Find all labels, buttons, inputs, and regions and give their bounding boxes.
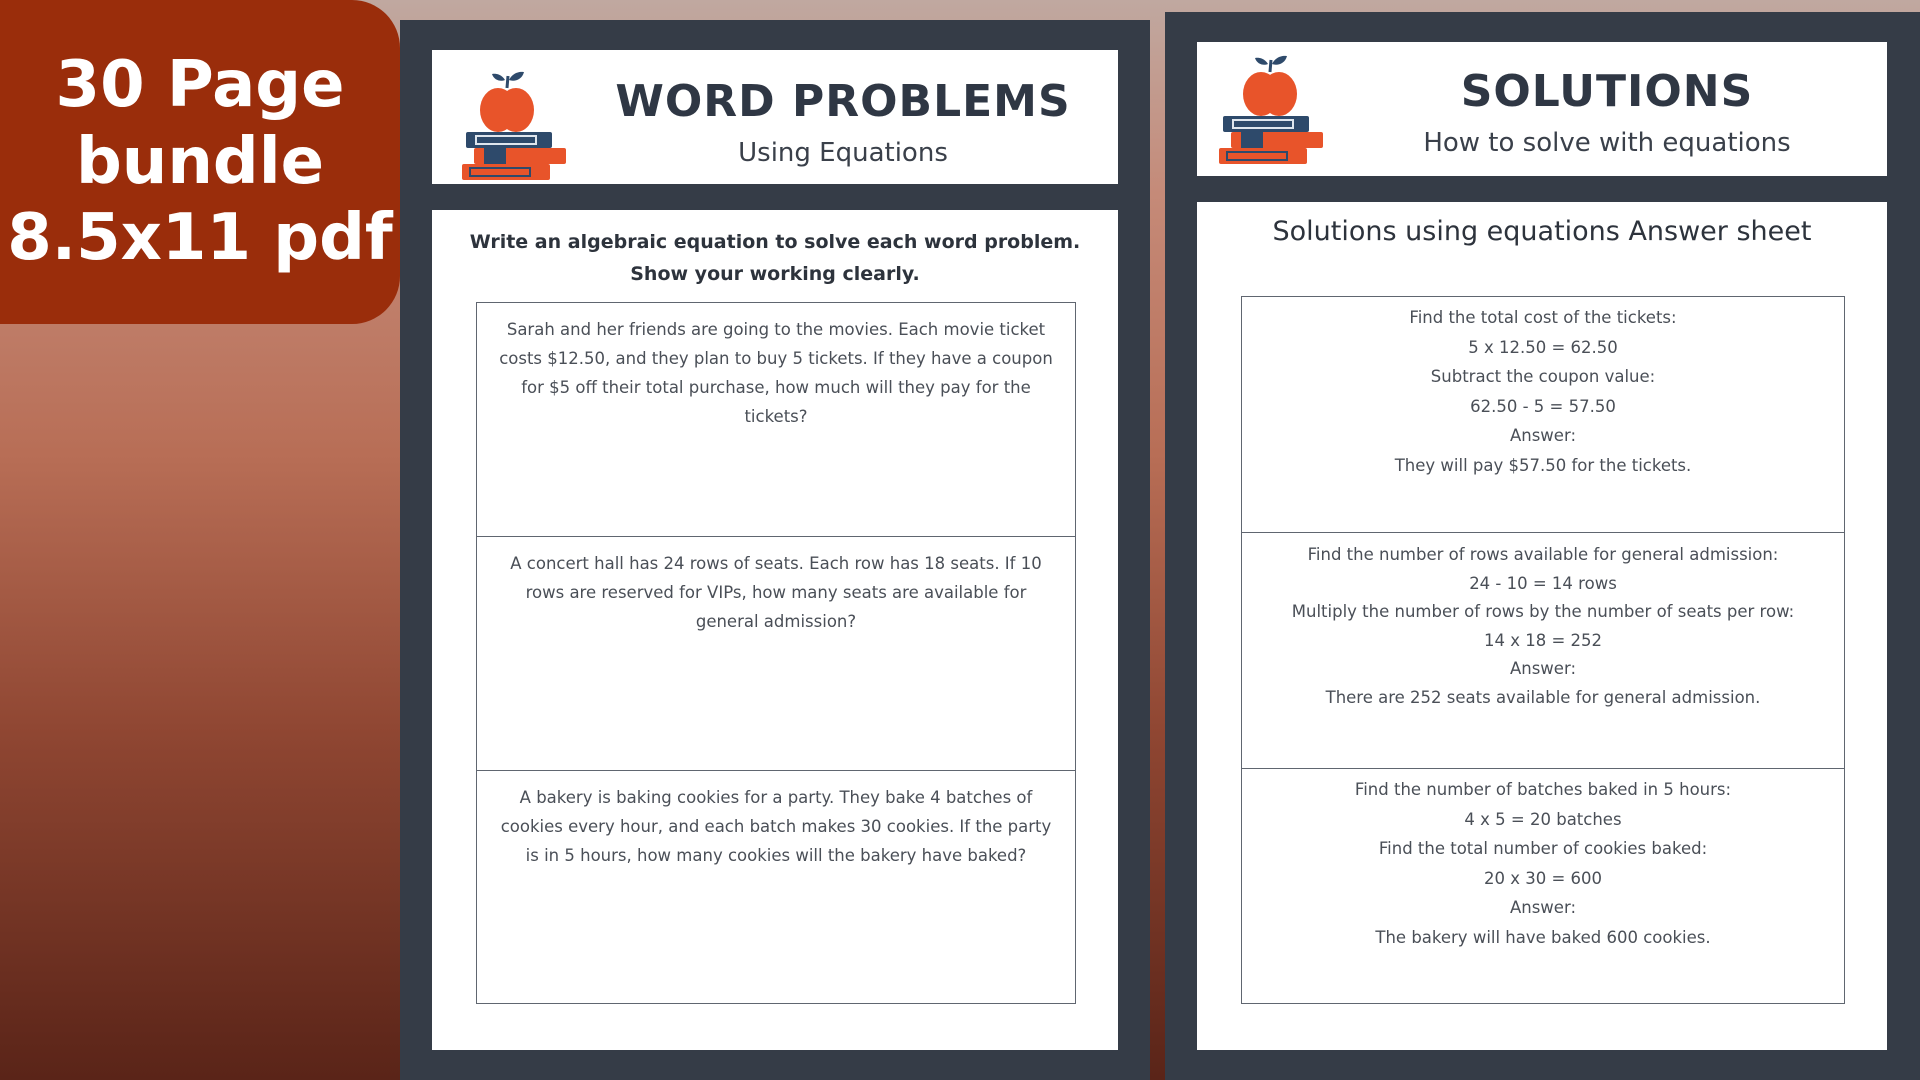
answer-line: 14 x 18 = 252 <box>1483 630 1603 650</box>
bundle-badge <box>0 0 400 324</box>
worksheet-body <box>432 210 1118 1050</box>
answer-line: Subtract the coupon value: <box>1430 367 1656 386</box>
worksheet-header <box>432 50 1118 184</box>
answer-line: 62.50 - 5 = 57.50 <box>1470 396 1616 416</box>
worksheet-title: WORD PROBLEMS <box>615 76 1071 127</box>
answer-line: The bakery will have baked 600 cookies. <box>1375 927 1711 947</box>
answer-line: 4 x 5 = 20 batches <box>1464 809 1622 829</box>
problem-boxes <box>476 302 1076 1004</box>
badge-line-1: 30 Page <box>55 47 345 122</box>
instructions-line-2: Show your working clearly. <box>630 263 920 285</box>
solutions-body <box>1197 202 1887 1050</box>
problem-box: A bakery is baking cookies for a party. They bake 4 batches of cookies every hour, and each batch makes 30 cookies. If the party is in 5 hours, how many cookies will the bakery have baked? <box>500 788 1052 865</box>
problem-box: A concert hall has 24 rows of seats. Each row has 18 seats. If 10 rows are reserved for VIPs, how many seats are available for general admission? <box>477 537 1075 771</box>
answer-line: Find the number of rows available for general admission: <box>1307 545 1779 564</box>
apple-books-icon <box>460 66 572 184</box>
answer-sheet-title: Solutions using equations Answer sheet <box>1272 216 1812 247</box>
answer-line: They will pay $57.50 for the tickets. <box>1394 455 1692 475</box>
apple-books-icon <box>1217 50 1329 168</box>
instructions <box>432 226 1118 290</box>
answer-box <box>1242 297 1844 533</box>
badge-line-3: 8.5x11 pdf <box>7 201 393 276</box>
solutions-subtitle: How to solve with equations <box>1423 128 1791 158</box>
answer-box <box>1242 769 1844 1005</box>
solutions-title: SOLUTIONS <box>1460 66 1754 117</box>
instructions-line-1: Write an algebraic equation to solve each word problem. <box>469 231 1081 253</box>
solutions-page <box>1165 12 1920 1080</box>
answer-line: Answer: <box>1509 898 1577 917</box>
worksheet-page <box>400 20 1150 1080</box>
answer-line: 24 - 10 = 14 rows <box>1469 573 1617 593</box>
answer-boxes <box>1241 296 1845 1004</box>
worksheet-subtitle: Using Equations <box>738 138 948 168</box>
answer-line: Multiply the number of rows by the number of seats per row: <box>1291 602 1795 621</box>
answer-line: Answer: <box>1509 659 1577 678</box>
answer-box <box>1242 533 1844 769</box>
answer-line: Find the number of batches baked in 5 hours: <box>1354 780 1732 799</box>
solutions-header <box>1197 42 1887 176</box>
answer-line: Find the total number of cookies baked: <box>1378 839 1708 858</box>
answer-line: Find the total cost of the tickets: <box>1409 308 1677 327</box>
problem-box: Sarah and her friends are going to the movies. Each movie ticket costs $12.50, and they plan to buy 5 tickets. If they have a coupon for $5 off their total purchase, how much will they pay for the tickets? <box>477 303 1075 537</box>
answer-line: There are 252 seats available for general admission. <box>1325 687 1761 707</box>
answer-line: Answer: <box>1509 426 1577 445</box>
answer-line: 20 x 30 = 600 <box>1483 868 1603 888</box>
answer-line: 5 x 12.50 = 62.50 <box>1468 337 1618 357</box>
badge-line-2: bundle <box>75 124 325 199</box>
